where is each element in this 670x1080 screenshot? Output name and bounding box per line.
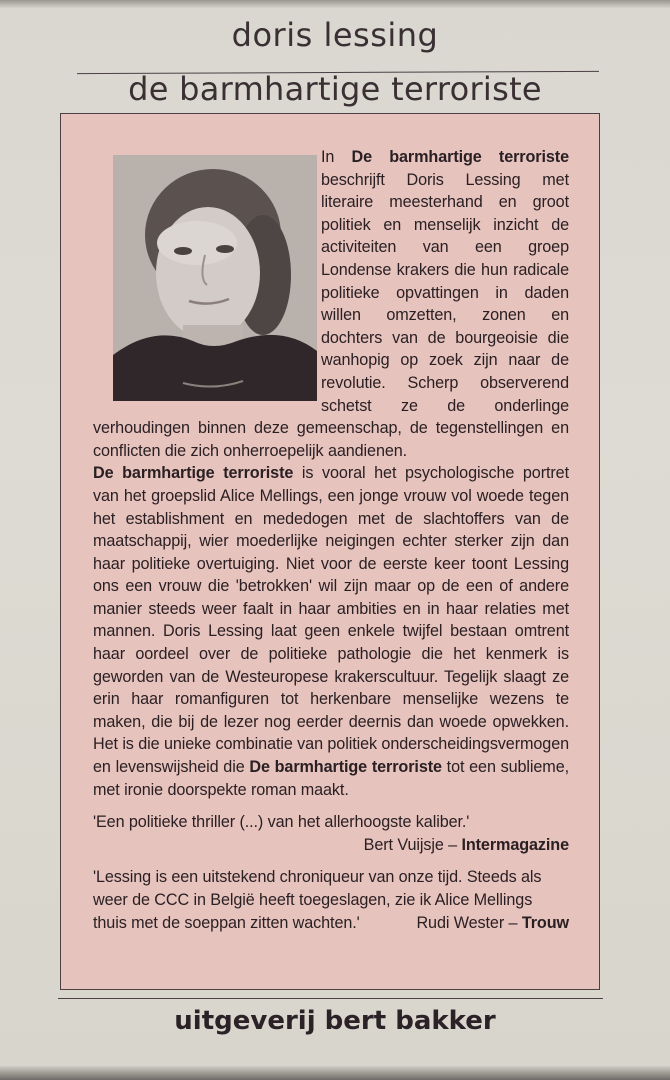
book-title-inline: De barmhartige terroriste xyxy=(351,148,569,166)
publisher-name: uitgeverij bert bakker xyxy=(174,1006,496,1036)
book-top-edge xyxy=(0,0,670,8)
blurb-paragraph-2: De barmhartige terroriste is vooral het psychologische portret van het groepslid Alice Mellings, een jonge vrouw vol woede tegen het establishment en mededogen met de slachtoffers van de maatschappij, wier moederlijke neigingen echter sterker zijn dan haar politieke overtuiging. Niet voor de eerste keer toont Lessing ons een vrouw die 'betrokken' wil zijn maar op de een of andere manier steeds weer faalt in haar ambities en in haar relaties met mannen. Doris Lessing laat geen enkele twijfel bestaan omtrent haar oordeel over de politieke pathologie die het kenmerk is geworden van de Westeuropese krakerscultuur. Tegelijk slaagt ze erin haar romanfiguren tot herkenbare menselijke wezens te maken, die bij de lezer nog eerder deernis dan woede opwekken. Het is die unieke combinatie van politiek onderscheidingsvermogen en levenswijsheid die De barmhartige terroriste tot een sublieme, met ironie doorspekte roman maakt. xyxy=(93,464,569,799)
review-quote-2: 'Lessing is een uitstekend chroniqueur van onze tijd. Steeds als weer de CCC in België heeft toegeslagen, zie ik Alice Mellings thuis met de soeppan zitten wachten.' xyxy=(93,868,542,932)
blurb-paragraph-1: In De barmhartige terroriste beschrijft Doris Lessing met literaire meesterhand en groot politiek en menselijk inzicht de activiteiten van een groep Londense krakers die hun radicale politieke opvattingen in daden willen omzetten, zonen en dochters van de bourgeoisie die wanhopig op zoek zijn naar de revolutie. Scherp observerend schetst ze de onderlinge verhoudingen binnen deze gemeenschap, de tegenstellingen en conflicten die zich onherroepelijk aandienen. xyxy=(93,148,569,460)
book-title-inline: De barmhartige terroriste xyxy=(93,464,294,483)
divider-bottom xyxy=(58,998,603,999)
author-name: doris lessing xyxy=(231,16,439,54)
review-quote-1: 'Een politieke thriller (...) van het allerhoogste kaliber.' xyxy=(93,813,470,832)
blurb-panel xyxy=(60,113,600,990)
review-attribution-2: Rudi Wester – Trouw xyxy=(416,913,569,932)
book-title-inline: De barmhartige terroriste xyxy=(249,758,442,777)
blurb-text xyxy=(93,146,569,934)
review-attribution-1: Bert Vuijsje – Intermagazine xyxy=(363,835,569,854)
book-bottom-edge xyxy=(0,1066,670,1080)
book-title: de barmhartige terroriste xyxy=(128,70,542,108)
